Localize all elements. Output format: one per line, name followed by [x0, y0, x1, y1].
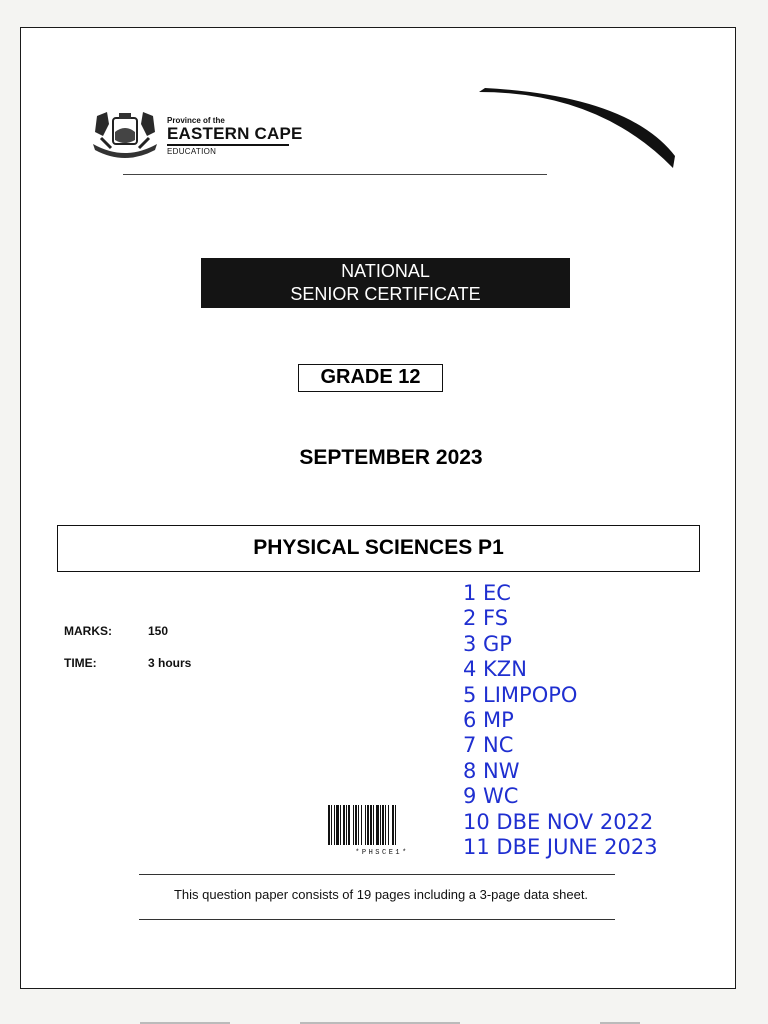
marks-label: MARKS:: [64, 624, 112, 638]
list-item: 7 NC: [463, 733, 514, 758]
subject-title: PHYSICAL SCIENCES P1: [57, 525, 700, 572]
list-item: 11 DBE JUNE 2023: [463, 835, 658, 860]
list-item: 3 GP: [463, 631, 512, 656]
barcode-bar: [373, 805, 374, 845]
page-count-note: This question paper consists of 19 pages including a 3-page data sheet.: [173, 887, 589, 902]
barcode-bar: [346, 805, 347, 845]
marks-value: 150: [148, 624, 169, 638]
barcode-text: *PHSCE1*: [355, 849, 409, 857]
barcode-bar: [336, 805, 339, 845]
list-item: 10 DBE NOV 2022: [463, 809, 654, 834]
scan-edge-marks: [0, 1012, 768, 1024]
list-item: 5 LIMPOPO: [463, 682, 578, 707]
barcode-bar: [358, 805, 359, 845]
logo-text: [167, 116, 303, 156]
grade-label: GRADE 12: [298, 364, 443, 392]
barcode-bar: [388, 805, 389, 845]
list-item: 4 KZN: [463, 657, 527, 682]
barcode-bar: [348, 805, 350, 845]
department-name: EASTERN CAPE: [167, 124, 303, 143]
barcode-bar: [380, 805, 381, 845]
list-item: 1 EC: [463, 581, 511, 605]
barcode-bar: [334, 805, 335, 845]
barcode-bar: [355, 805, 357, 845]
list-item: 6 MP: [463, 708, 514, 733]
barcode-bar: [367, 805, 369, 845]
barcode-bar: [376, 805, 379, 845]
barcode-bar: [370, 805, 372, 845]
barcode-bar: [392, 805, 394, 845]
barcode-bar: [340, 805, 341, 845]
source-list: [463, 581, 658, 860]
certificate-banner: [201, 258, 570, 308]
barcode-bar: [395, 805, 396, 845]
list-item: 2 FS: [463, 606, 509, 631]
header-divider: [123, 174, 547, 175]
eastern-cape-crest-icon: [87, 110, 163, 162]
certificate-line-1: NATIONAL: [341, 261, 430, 281]
barcode-bar: [365, 805, 366, 845]
swoosh-graphic: [479, 86, 679, 176]
sub-department: EDUCATION: [167, 146, 217, 156]
footer-top-rule: [139, 874, 615, 875]
province-line: Province of the: [167, 116, 225, 125]
barcode-bar: [353, 805, 354, 845]
barcode-bar: [385, 805, 386, 845]
exam-cover-page: [20, 27, 736, 989]
barcode-bar: [331, 805, 332, 845]
time-label: TIME:: [64, 656, 97, 670]
time-value: 3 hours: [148, 656, 192, 670]
barcode-bar: [343, 805, 345, 845]
eastern-cape-logo: [87, 110, 317, 166]
barcode-icon: [326, 805, 438, 857]
barcode-bar: [361, 805, 362, 845]
list-item: 8 NW: [463, 758, 520, 783]
barcode-bar: [328, 805, 330, 845]
barcode-bar: [382, 805, 384, 845]
exam-date: SEPTEMBER 2023: [299, 446, 483, 469]
list-item: 9 WC: [463, 784, 519, 809]
footer-bottom-rule: [139, 919, 615, 920]
department-underline: [167, 144, 289, 146]
certificate-line-2: SENIOR CERTIFICATE: [290, 284, 481, 304]
